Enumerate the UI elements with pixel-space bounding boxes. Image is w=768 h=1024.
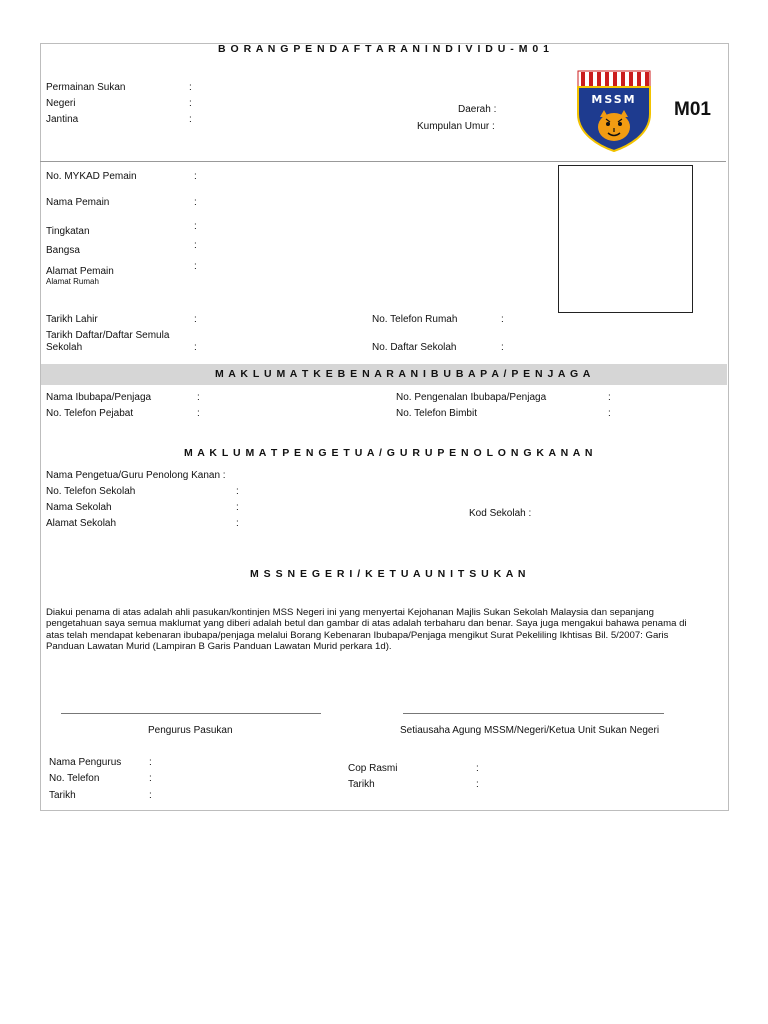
colon: : — [149, 773, 152, 784]
label-tarikh-daftar-sekolah: Sekolah — [46, 342, 83, 353]
label-bangsa: Bangsa — [46, 245, 80, 256]
colon: : — [149, 790, 152, 801]
colon: : — [236, 486, 239, 497]
colon: : — [236, 502, 239, 513]
colon: : — [501, 342, 504, 353]
colon: : — [189, 82, 192, 93]
colon: : — [608, 392, 611, 403]
colon: : — [194, 197, 197, 208]
label-tarikh-lahir: Tarikh Lahir — [46, 314, 98, 325]
label-kumpulan-umur: Kumpulan Umur : — [417, 121, 495, 132]
colon: : — [476, 763, 479, 774]
label-mykad: No. MYKAD Pemain — [46, 171, 137, 182]
colon: : — [236, 518, 239, 529]
header-divider — [40, 161, 726, 162]
label-alamat-rumah: Alamat Rumah — [46, 277, 99, 286]
svg-text:MSSM: MSSM — [591, 93, 637, 106]
colon: : — [194, 171, 197, 182]
colon: : — [194, 342, 197, 353]
label-nama-ibubapa: Nama Ibubapa/Penjaga — [46, 392, 152, 403]
label-tingkatan: Tingkatan — [46, 226, 90, 237]
label-cop-rasmi: Cop Rasmi — [348, 763, 398, 774]
form-code: M01 — [674, 99, 711, 120]
label-negeri: Negeri — [46, 98, 76, 109]
label-jantina: Jantina — [46, 114, 79, 125]
colon: : — [476, 779, 479, 790]
label-telefon-bimbit: No. Telefon Bimbit — [396, 408, 477, 419]
colon: : — [194, 221, 197, 232]
label-nama-pengurus: Nama Pengurus — [49, 757, 122, 768]
label-alamat-sekolah: Alamat Sekolah — [46, 518, 117, 529]
label-pengurus-pasukan: Pengurus Pasukan — [148, 725, 233, 736]
heading-principal: M A K L U M A T P E N G E T U A / G U R U P E N O L O N G K A N A N — [184, 447, 594, 459]
label-tarikh-right: Tarikh — [348, 779, 375, 790]
declaration-text: Diakui penama di atas adalah ahli pasukan/kontinjen MSS Negeri ini yang menyertai Kejohanan Majlis Sukan Sekolah Malaysia dan sepanjang pengetahuan saya semua maklumat yang diberi adalah betul dan gambar di atas adalah terbaharu dan benar. Saya juga mengakui bahawa penama di atas telah mendapat kebenaran ibubapa/penjaga melalui Borang Kebenaran Ibubapa/Penjaga mengikut Surat Pekeliling Ikhtisas Bil. 5/2007: Garis Panduan Lawatan Murid (Lampiran B Garis Panduan Lawatan Murid perkara 1d). — [46, 607, 687, 653]
label-kod-sekolah: Kod Sekolah : — [469, 508, 532, 519]
label-no-telefon: No. Telefon — [49, 773, 100, 784]
colon: : — [194, 314, 197, 325]
colon: : — [608, 408, 611, 419]
form-border — [40, 43, 729, 811]
label-nama-sekolah: Nama Sekolah — [46, 502, 112, 513]
photo-box — [558, 165, 693, 313]
label-tarikh-daftar: Tarikh Daftar/Daftar Semula — [46, 330, 170, 341]
label-daftar-sekolah: No. Daftar Sekolah — [372, 342, 457, 353]
heading-parent: M A K L U M A T K E B E N A R A N I B U B A P A / P E N J A G A — [215, 368, 592, 380]
signature-line-pengurus — [61, 713, 321, 714]
form-title: B O R A N G P E N D A F T A R A N I N D I V I D U - M 0 1 — [218, 43, 550, 55]
colon: : — [197, 408, 200, 419]
label-tarikh: Tarikh — [49, 790, 76, 801]
label-pengenalan-ibubapa: No. Pengenalan Ibubapa/Penjaga — [396, 392, 547, 403]
label-daerah: Daerah : — [458, 104, 497, 115]
label-alamat-pemain: Alamat Pemain — [46, 266, 114, 277]
heading-mss: M S S N E G E R I / K E T U A U N I T S U K A N — [250, 568, 527, 580]
label-telefon-rumah: No. Telefon Rumah — [372, 314, 458, 325]
label-telefon-pejabat: No. Telefon Pejabat — [46, 408, 134, 419]
label-permainan-sukan: Permainan Sukan — [46, 82, 126, 93]
colon: : — [197, 392, 200, 403]
signature-line-setiausaha — [403, 713, 664, 714]
colon: : — [194, 240, 197, 251]
colon: : — [501, 314, 504, 325]
colon: : — [149, 757, 152, 768]
label-setiausaha: Setiausaha Agung MSSM/Negeri/Ketua Unit Sukan Negeri — [400, 725, 660, 736]
colon: : — [194, 261, 197, 272]
colon: : — [189, 114, 192, 125]
colon: : — [189, 98, 192, 109]
mssm-logo — [577, 70, 651, 152]
label-nama-pengetua: Nama Pengetua/Guru Penolong Kanan : — [46, 470, 226, 481]
label-nama-pemain: Nama Pemain — [46, 197, 110, 208]
label-telefon-sekolah: No. Telefon Sekolah — [46, 486, 136, 497]
